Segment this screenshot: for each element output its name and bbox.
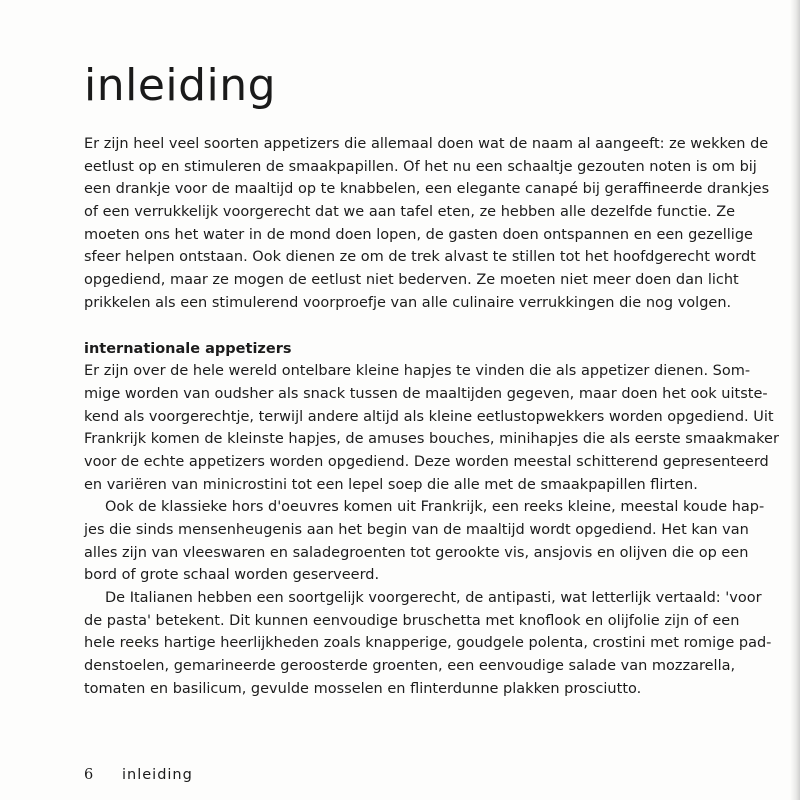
running-title: inleiding bbox=[122, 767, 193, 783]
intro-paragraph bbox=[84, 133, 770, 315]
text-line: prikkelen als een stimulerend voorproefje van alle culinaire verrukkingen die nog volgen. bbox=[84, 294, 732, 311]
page-number: 6 bbox=[84, 767, 94, 783]
text-line: denstoelen, gemarineerde geroosterde groenten, een eenvoudige salade van mozzarella, bbox=[84, 658, 736, 675]
text-line: sfeer helpen ontstaan. Ook dienen ze om de trek alvast te stillen tot het hoofdgerecht wordt bbox=[84, 249, 756, 266]
page-footer bbox=[84, 767, 193, 783]
text-line: Frankrijk komen de kleinste hapjes, de amuses bouches, minihapjes die als eerste smaakmaker bbox=[84, 431, 779, 448]
paragraph-gap bbox=[84, 315, 734, 338]
text-line: of een verrukkelijk voorgerecht dat we aan tafel eten, ze hebben alle dezelfde functie. Ze bbox=[84, 204, 736, 221]
page-edge-shadow bbox=[790, 0, 800, 800]
text-line: en variëren van minicrostini tot een lepel soep die alle met de smaakpapillen flirten. bbox=[84, 476, 698, 493]
text-line: een drankje voor de maaltijd op te knabbelen, een elegante canapé bij geraffineerde drankjes bbox=[84, 181, 770, 198]
paragraph-antipasti bbox=[84, 587, 772, 700]
text-line: Er zijn over de hele wereld ontelbare kleine hapjes te vinden die als appetizer dienen. Som- bbox=[84, 363, 751, 380]
text-line: Er zijn heel veel soorten appetizers die allemaal doen wat de naam al aangeeft: ze wekken de bbox=[84, 136, 769, 152]
text-line: hele reeks hartige heerlijkheden zoals knapperige, goudgele polenta, crostini met romige pad- bbox=[84, 635, 772, 652]
text-line: moeten ons het water in de mond doen lopen, de gasten doen ontspannen en een gezellige bbox=[84, 226, 753, 243]
text-line: jes die sinds mensenheugenis aan het begin van de maaltijd wordt opgediend. Het kan van bbox=[84, 522, 749, 538]
text-line: Ook de klassieke hors d'oeuvres komen uit Frankrijk, een reeks kleine, meestal koude hap- bbox=[105, 499, 765, 516]
text-line: opgediend, maar ze mogen de eetlust niet bederven. Ze moeten niet meer doen dan licht bbox=[84, 272, 739, 289]
text-line: mige worden van oudsher als snack tussen de maaltijden gegeven, maar doen het ook uitste- bbox=[84, 385, 768, 402]
page-title: inleiding bbox=[84, 60, 277, 111]
paragraph-international bbox=[84, 360, 779, 496]
text-line: De Italianen hebben een soortgelijk voorgerecht, de antipasti, wat letterlijk vertaald: 'voor bbox=[105, 590, 762, 607]
text-line: eetlust op en stimuleren de smaakpapillen. Of het nu een schaaltje gezouten noten is om bij bbox=[84, 158, 757, 175]
text-line: voor de echte appetizers worden opgediend. Deze worden meestal schitterend gepresenteerd bbox=[84, 453, 769, 470]
text-line: bord of grote schaal worden geserveerd. bbox=[84, 567, 380, 584]
text-line: alles zijn van vleeswaren en saladegroenten tot gerookte vis, ansjovis en olijven die op een bbox=[84, 544, 749, 561]
text-line: kend als voorgerechtje, terwijl andere altijd als kleine eetlustopwekkers worden opgediend. Uit bbox=[84, 408, 774, 425]
paragraph-hors-doeuvres bbox=[84, 496, 765, 587]
section-heading: internationale appetizers bbox=[84, 340, 292, 357]
body-text bbox=[84, 133, 779, 701]
text-line: de pasta' betekent. Dit kunnen eenvoudige bruschetta met knoflook en olijfolie zijn of een bbox=[84, 612, 740, 629]
text-line: tomaten en basilicum, gevulde mosselen en flinterdunne plakken prosciutto. bbox=[84, 680, 642, 697]
